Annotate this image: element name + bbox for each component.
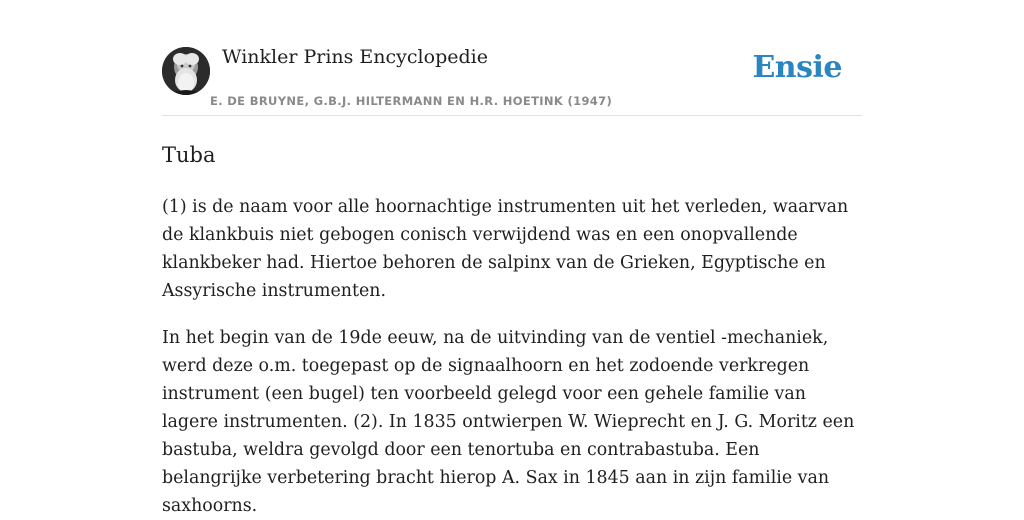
article-paragraph: (1) is de naam voor alle hoornachtige instrumenten uit het verleden, waarvan de klankbuis niet gebogen conisch verwijdend was en een onopvallende klankbeker had. Hiertoe behoren de salpinx van de Grieken, Egyptische en Assyrische instrumenten. — [162, 197, 849, 301]
avatar — [162, 47, 210, 95]
article-paragraph: In het begin van de 19de eeuw, na de uitvinding van de ventiel -mechaniek, werd deze o.m. toegepast op de signaalhoorn en het zodoende verkregen instrument (een bugel) ten voorbeeld gelegd voor een gehele familie van lagere instrumenten. (2). In 1835 ontwierpen W. Wieprecht en J. G. Moritz een bastuba, weldra gevolgd door een tenortuba en contrabastuba. Een belangrijke verbetering bracht hierop A. Sax in 1845 aan in zijn familie van saxhoorns. — [162, 328, 855, 516]
article — [162, 142, 862, 520]
authors-byline: E. DE BRUYNE, G.B.J. HILTERMANN EN H.R. HOETINK (1947) — [210, 94, 613, 108]
article-title: Tuba — [162, 143, 216, 167]
ensie-logo-link[interactable]: Ensie — [752, 50, 842, 85]
portrait-icon — [162, 47, 210, 95]
encyclopedia-title[interactable]: Winkler Prins Encyclopedie — [222, 46, 488, 68]
page — [162, 0, 862, 520]
site-header — [162, 0, 862, 116]
